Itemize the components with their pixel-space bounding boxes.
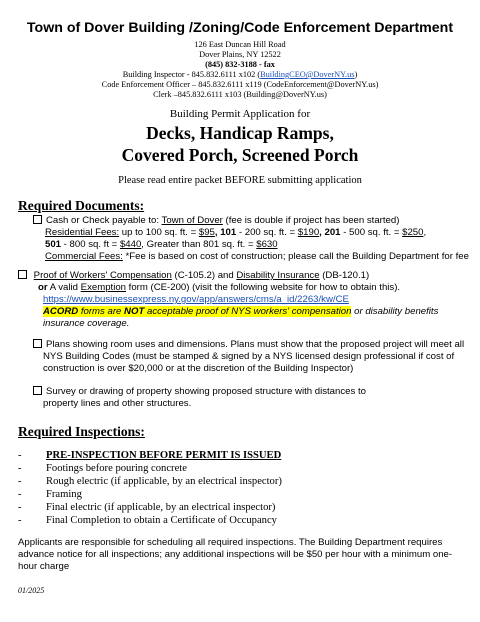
fee-value: $440 xyxy=(119,239,142,250)
plans-text-2: NYS Building Codes (must be stamped & signed by a NYS licensed design professional if cost of xyxy=(43,351,455,362)
commercial-fees-label: Commercial Fees: xyxy=(45,251,123,262)
inspection-note-1: Applicants are responsible for scheduling all required inspections. The Building Department requires xyxy=(18,537,443,548)
read-packet-note: Please read entire packet BEFORE submitting application xyxy=(118,175,362,186)
fee-text: , Greater than 801 sq. ft. = xyxy=(141,239,257,250)
workers-comp-label: Proof of Workers' Compensation xyxy=(33,270,172,281)
acord-text: forms are xyxy=(78,306,125,317)
disability-benefits-text: or disability benefits xyxy=(351,306,439,317)
fee-text: - 200 sq. ft. = xyxy=(236,227,298,238)
businessexpress-link[interactable]: https://www.businessexpress.ny.gov/app/answers/cms/a_id/2263/kw/CE xyxy=(43,294,349,305)
inspection-dash: - xyxy=(18,502,22,513)
inspection-label: Footings before pouring concrete xyxy=(46,463,187,474)
acord-warning-line xyxy=(43,306,438,318)
fee-value: $95 xyxy=(198,227,215,238)
exemption-text: A valid xyxy=(47,282,81,293)
plans-checkbox[interactable] xyxy=(33,339,42,348)
plans-text-3: construction is over $20,000 or at the discretion of the Building Inspector) xyxy=(43,363,354,374)
application-for-line: Building Permit Application for xyxy=(169,108,311,120)
fee-text: - 800 sq. ft = xyxy=(61,239,120,250)
department-title: Town of Dover Building /Zoning/Code Enforcement Department xyxy=(26,20,454,36)
exemption-form-text: form (CE-200) (visit the following website for how to obtain this). xyxy=(126,282,401,293)
fee-separator: , xyxy=(214,227,221,238)
survey-checkbox[interactable] xyxy=(33,386,42,395)
fax-line: (845) 832-3188 - fax xyxy=(205,60,275,69)
fee-text: up to 100 sq. ft. = xyxy=(119,227,199,238)
workers-comp-form-text: (C-105.2) and xyxy=(171,270,237,281)
building-inspector-email-link[interactable]: BuildingCEO@DoverNY.us xyxy=(260,70,355,79)
building-inspector-suffix: ) xyxy=(354,70,358,79)
survey-text-1: Survey or drawing of property showing proposed structure with distances to xyxy=(46,386,366,397)
inspection-dash: - xyxy=(18,476,22,487)
fee-range-start: 101 xyxy=(220,227,237,238)
acord-text: acceptable proof of NYS workers' compensation xyxy=(144,306,352,317)
plans-item xyxy=(33,339,464,351)
inspection-label: Final Completion to obtain a Certificate of Occupancy xyxy=(46,515,277,526)
clerk-line: Clerk –845.832.6111 x103 (Building@DoverNY.us) xyxy=(153,90,327,99)
disability-insurance-label: Disability Insurance xyxy=(236,270,320,281)
code-enforcement-line: Code Enforcement Officer – 845.832.6111 x119 (CodeEnforcement@DoverNY.us) xyxy=(101,80,379,89)
address-line-1: 126 East Duncan Hill Road xyxy=(194,40,286,49)
fee-range-start: 201 xyxy=(324,227,341,238)
inspection-label: Rough electric (if applicable, by an electrical inspector) xyxy=(46,476,282,487)
acord-word: ACORD xyxy=(43,306,79,317)
payment-text: Cash or Check payable to: xyxy=(46,215,162,226)
inspection-item xyxy=(0,462,480,475)
workers-comp-item xyxy=(18,270,369,282)
inspection-label: Final electric (if applicable, by an electrical inspector) xyxy=(46,502,276,513)
fee-range-start: 501 xyxy=(45,239,62,250)
fee-separator: , xyxy=(319,227,325,238)
building-inspector-text: Building Inspector - 845.832.6111 x102 ( xyxy=(122,70,261,79)
survey-text-2: property lines and other structures. xyxy=(43,398,192,409)
inspection-note-3: hour charge xyxy=(18,561,70,572)
businessexpress-line xyxy=(43,294,349,306)
application-title-line-1: Decks, Handicap Ramps, xyxy=(146,123,334,143)
residential-fees-line-2 xyxy=(45,239,278,251)
fee-value: $630 xyxy=(256,239,278,250)
inspection-item xyxy=(0,488,480,501)
building-inspector-line xyxy=(0,70,480,81)
address-line-2: Dover Plains, NY 12522 xyxy=(199,50,281,59)
inspection-note-2: advance notice for all inspections; any additional inspections will be $50 per hour with a minimum one- xyxy=(18,549,453,560)
required-inspections-heading: Required Inspections: xyxy=(18,424,145,439)
inspection-dash: - xyxy=(18,450,22,461)
inspection-item xyxy=(0,449,480,462)
residential-fees-line-1 xyxy=(45,227,426,239)
disability-form-text: (DB-120.1) xyxy=(319,270,370,281)
inspection-label: PRE-INSPECTION BEFORE PERMIT IS ISSUED xyxy=(46,450,282,461)
payment-item xyxy=(33,215,399,227)
insurance-coverage-line: insurance coverage. xyxy=(43,318,130,329)
inspection-item xyxy=(0,501,480,514)
payment-payee: Town of Dover xyxy=(161,215,223,226)
not-word: NOT xyxy=(124,306,145,317)
fee-value: $190 xyxy=(297,227,320,238)
application-title-line-2: Covered Porch, Screened Porch xyxy=(121,145,359,165)
payment-checkbox[interactable] xyxy=(33,215,42,224)
or-word: or xyxy=(38,282,48,293)
fee-separator: , xyxy=(423,227,427,238)
plans-text-1: Plans showing room uses and dimensions. Plans must show that the proposed project will meet all xyxy=(46,339,465,350)
commercial-fees-text: *Fee is based on cost of construction; please call the Building Department for fee xyxy=(122,251,469,262)
payment-note: (fee is double if project has been started) xyxy=(222,215,400,226)
commercial-fees-line xyxy=(45,251,469,263)
fee-value: $250 xyxy=(402,227,424,238)
fee-text: - 500 sq. ft. = xyxy=(340,227,403,238)
inspection-item xyxy=(0,514,480,527)
workers-comp-checkbox[interactable] xyxy=(18,270,27,279)
inspection-dash: - xyxy=(18,463,22,474)
required-documents-heading: Required Documents: xyxy=(18,198,145,213)
inspection-dash: - xyxy=(18,489,22,500)
inspection-item xyxy=(0,475,480,488)
exemption-line xyxy=(38,282,400,294)
residential-fees-label: Residential Fees: xyxy=(45,227,120,238)
inspection-label: Framing xyxy=(46,489,82,500)
exemption-label: Exemption xyxy=(80,282,126,293)
revision-date: 01/2025 xyxy=(18,586,45,595)
inspection-dash: - xyxy=(18,515,22,526)
survey-item xyxy=(33,386,366,398)
